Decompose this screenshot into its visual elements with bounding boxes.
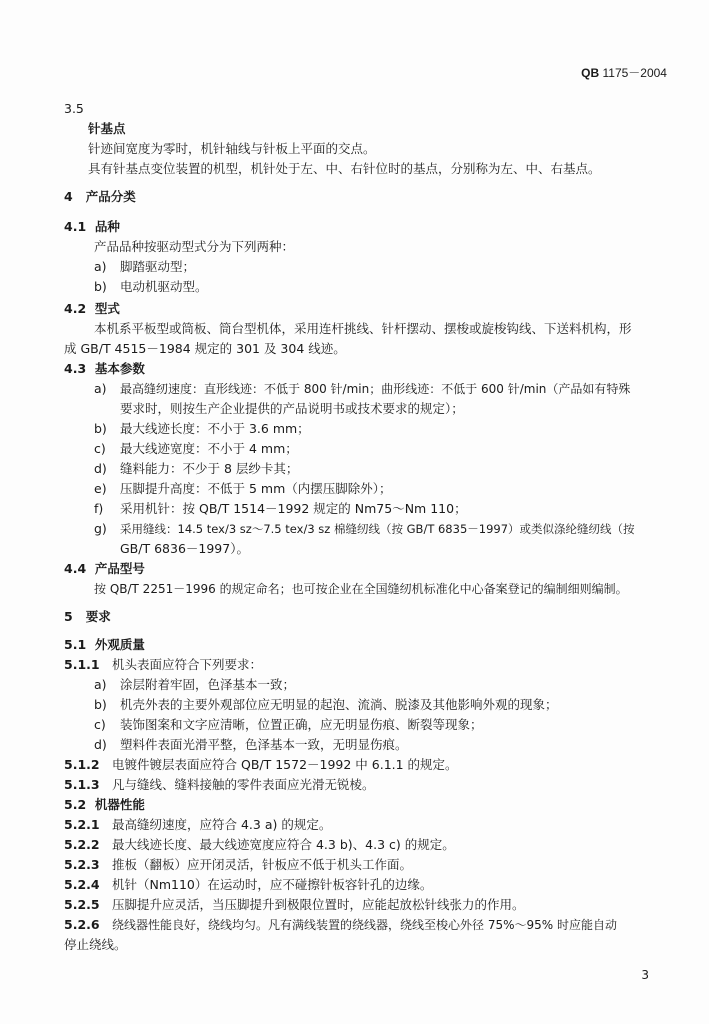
section-5-2-number: 5.2 xyxy=(64,797,87,812)
section-5-1-number: 5.1 xyxy=(64,637,87,652)
section-4-4-number: 4.4 xyxy=(64,561,87,576)
section-5-2-1-number: 5.2.1 xyxy=(64,817,100,832)
section-4-1-paragraph: 产品品种按驱动型式分为下列两种： xyxy=(94,239,295,254)
section-3-5-title: 针基点 xyxy=(88,121,126,136)
section-5-2-4-number: 5.2.4 xyxy=(64,877,100,892)
section-4-4-title: 产品型号 xyxy=(94,561,145,576)
page-number: 3 xyxy=(641,968,649,982)
list-item-label: c) xyxy=(94,717,106,732)
list-item-label: f) xyxy=(94,501,104,516)
list-item-text-continued: 要求时，则按生产企业提供的产品说明书或技术要求的规定）； xyxy=(120,401,464,416)
section-4-4-heading xyxy=(64,561,145,577)
section-5-2-6-text: 绕线器性能良好，绕线均匀。凡有满线装置的绕线器，绕线至梭心外径 75%～95% 时应能自动 xyxy=(112,918,617,932)
section-4-3-number: 4.3 xyxy=(64,361,87,376)
section-5-2-3-text: 推板（翻板）应开闭灵活，针板应不低于机头工作面。 xyxy=(112,857,413,872)
section-4-2-title: 型式 xyxy=(94,301,120,316)
section-4-4-paragraph: 按 QB/T 2251－1996 的规定命名；也可按企业在全国缝纫机标准化中心备案登记的编制细则编制。 xyxy=(94,582,628,596)
list-item-text: 脚踏驱动型； xyxy=(120,259,196,274)
list-item-text: 采用缝线：14.5 tex/3 sz～7.5 tex/3 sz 棉缝纫线（按 GB/T 6835－1997）或类似涤纶缝纫线（按 xyxy=(120,522,635,536)
section-5-heading xyxy=(64,609,111,625)
section-3-5-number: 3.5 xyxy=(64,101,84,116)
standard-code: QB xyxy=(581,66,600,80)
standard-header xyxy=(581,64,667,81)
section-4-2-heading xyxy=(64,301,120,317)
section-3-5-paragraph-2: 具有针基点变位装置的机型，机针处于左、中、右针位时的基点，分别称为左、中、右基点。 xyxy=(88,161,601,176)
section-5-1-2-text: 电镀件镀层表面应符合 QB/T 1572－1992 中 6.1.1 的规定。 xyxy=(112,757,458,772)
list-item-label: b) xyxy=(94,697,107,712)
section-5-2-heading xyxy=(64,797,145,813)
section-5-2-5-text: 压脚提升应灵活，当压脚提升到极限位置时，应能起放松针线张力的作用。 xyxy=(112,897,525,912)
list-item-label: a) xyxy=(94,259,107,274)
section-4-2-paragraph-line-2: 成 GB/T 4515－1984 规定的 301 及 304 线迹。 xyxy=(64,341,346,356)
section-4-1-number: 4.1 xyxy=(64,219,87,234)
section-4-3-heading xyxy=(64,361,145,377)
section-4-2-paragraph-line-1: 本机系平板型或筒板、筒台型机体，采用连杆挑线、针杆摆动、摆梭或旋梭钩线、下送料机构，形 xyxy=(94,321,632,336)
section-4-title: 产品分类 xyxy=(85,189,136,204)
section-4-1-heading xyxy=(64,219,120,235)
section-5-1-1-title: 机头表面应符合下列要求： xyxy=(112,657,263,672)
list-item-text: 采用机针：按 QB/T 1514－1992 规定的 Nm75～Nm 110； xyxy=(120,501,467,516)
section-5-title: 要求 xyxy=(85,609,111,624)
standard-number: 1175－2004 xyxy=(602,66,667,80)
section-5-2-2-number: 5.2.2 xyxy=(64,837,100,852)
list-item-label: e) xyxy=(94,481,107,496)
list-item-label: c) xyxy=(94,441,106,456)
list-item-text: 最高缝纫速度：直形线迹：不低于 800 针/min；曲形线迹：不低于 600 针/min（产品如有特殊 xyxy=(120,382,631,396)
section-5-2-4-text: 机针（Nm110）在运动时，应不碰擦针板容针孔的边缘。 xyxy=(112,877,433,892)
list-item-text: 缝料能力：不少于 8 层纱卡其； xyxy=(120,461,299,476)
section-5-2-1-text: 最高缝纫速度，应符合 4.3 a) 的规定。 xyxy=(112,817,332,832)
list-item-text-continued: GB/T 6836－1997）。 xyxy=(120,541,249,556)
section-3-5-paragraph-1: 针迹间宽度为零时，机针轴线与针板上平面的交点。 xyxy=(88,141,376,156)
list-item-text: 塑料件表面光滑平整，色泽基本一致，无明显伤痕。 xyxy=(120,737,408,752)
section-4-2-number: 4.2 xyxy=(64,301,87,316)
section-4-heading xyxy=(64,189,136,205)
section-5-2-6-number: 5.2.6 xyxy=(64,917,100,932)
section-5-2-6-text-continued: 停止绕线。 xyxy=(64,937,127,952)
list-item-text: 最大线迹宽度：不小于 4 mm； xyxy=(120,441,298,456)
list-item-label: b) xyxy=(94,421,107,436)
list-item-label: a) xyxy=(94,381,107,396)
section-4-3-title: 基本参数 xyxy=(94,361,145,376)
list-item-text: 压脚提升高度：不低于 5 mm（内摆压脚除外）； xyxy=(120,481,392,496)
list-item-text: 最大线迹长度：不小于 3.6 mm； xyxy=(120,421,310,436)
list-item-label: g) xyxy=(94,521,107,536)
section-5-1-2-number: 5.1.2 xyxy=(64,757,100,772)
section-5-2-5-number: 5.2.5 xyxy=(64,897,100,912)
list-item-label: a) xyxy=(94,677,107,692)
section-5-1-3-number: 5.1.3 xyxy=(64,777,100,792)
list-item-text: 电动机驱动型。 xyxy=(120,279,208,294)
section-5-2-title: 机器性能 xyxy=(94,797,145,812)
section-5-number: 5 xyxy=(64,609,73,624)
list-item-text: 装饰图案和文字应清晰，位置正确，应无明显伤痕、断裂等现象； xyxy=(120,717,483,732)
list-item-label: d) xyxy=(94,461,107,476)
section-5-1-3-text: 凡与缝线、缝料接触的零件表面应光滑无锐棱。 xyxy=(112,777,375,792)
list-item-label: b) xyxy=(94,279,107,294)
section-4-number: 4 xyxy=(64,189,73,204)
section-5-1-heading xyxy=(64,637,145,653)
list-item-label: d) xyxy=(94,737,107,752)
list-item-text: 涂层附着牢固，色泽基本一致； xyxy=(120,677,296,692)
section-4-1-title: 品种 xyxy=(94,219,120,234)
section-5-2-3-number: 5.2.3 xyxy=(64,857,100,872)
section-5-1-title: 外观质量 xyxy=(94,637,145,652)
section-5-1-1-number: 5.1.1 xyxy=(64,657,100,672)
list-item-text: 机壳外表的主要外观部位应无明显的起泡、流淌、脱漆及其他影响外观的现象； xyxy=(120,697,558,712)
section-5-2-2-text: 最大线迹长度、最大线迹宽度应符合 4.3 b)、4.3 c) 的规定。 xyxy=(112,837,455,852)
